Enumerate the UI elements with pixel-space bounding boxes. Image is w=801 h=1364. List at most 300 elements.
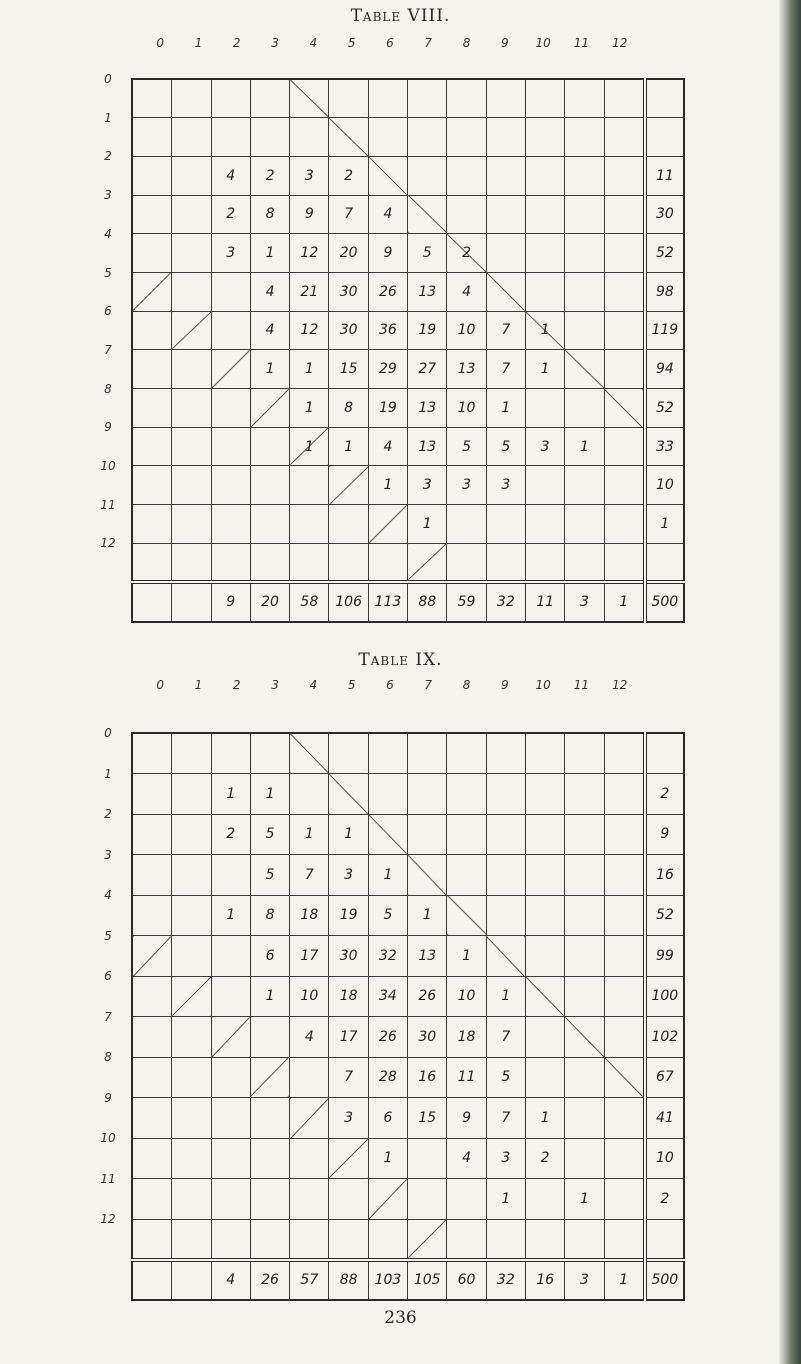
table-cell <box>211 505 250 544</box>
row-total-cell <box>645 1219 684 1260</box>
table-cell: 30 <box>408 1017 447 1058</box>
table-cell <box>565 543 604 582</box>
table-cell <box>604 79 645 118</box>
table-cell: 113 <box>368 582 407 622</box>
table-row <box>132 272 684 311</box>
table-cell: 4 <box>368 195 407 234</box>
table-cell: 4 <box>368 427 407 466</box>
column-header: 7 <box>424 36 433 50</box>
table-cell <box>565 1138 604 1179</box>
row-header: 4 <box>104 226 112 241</box>
table-cell: 9 <box>211 582 250 622</box>
table-cell <box>329 505 368 544</box>
table-cell <box>604 895 645 936</box>
table-row <box>132 1098 684 1139</box>
table-cell <box>408 1219 447 1260</box>
table-cell: 1 <box>211 895 250 936</box>
table-cell <box>604 733 645 774</box>
table-cell <box>132 1260 172 1300</box>
table-cell: 32 <box>368 936 407 977</box>
table-cell: 7 <box>486 350 525 389</box>
table-cell <box>172 936 211 977</box>
table-cell <box>525 272 564 311</box>
table-cell <box>290 1138 329 1179</box>
table-cell <box>132 389 172 428</box>
table-cell: 10 <box>447 976 486 1017</box>
table-cell <box>604 1057 645 1098</box>
table-cell: 5 <box>447 427 486 466</box>
table-cell <box>172 350 211 389</box>
column-header: 0 <box>156 36 164 50</box>
table-cell: 13 <box>408 272 447 311</box>
table-cell: 1 <box>408 505 447 544</box>
table-cell: 10 <box>290 976 329 1017</box>
table-cell <box>368 1219 407 1260</box>
table-row <box>132 895 684 936</box>
row-header: 11 <box>100 1171 116 1186</box>
table-cell <box>329 733 368 774</box>
table-cell <box>604 1017 645 1058</box>
table-cell <box>565 855 604 896</box>
column-header: 6 <box>386 36 394 50</box>
column-header: 5 <box>347 678 356 692</box>
table-cell <box>329 543 368 582</box>
table-cell <box>132 272 172 311</box>
table-cell: 1 <box>565 1179 604 1220</box>
table-row <box>132 79 684 118</box>
table-cell: 1 <box>368 466 407 505</box>
table-cell: 5 <box>250 814 289 855</box>
table-cell <box>604 195 645 234</box>
table-cell <box>172 389 211 428</box>
table-cell <box>329 118 368 157</box>
table-cell: 2 <box>447 234 486 273</box>
table-cell <box>329 1179 368 1220</box>
row-total-cell: 10 <box>645 1138 684 1179</box>
table-cell <box>211 1057 250 1098</box>
table-cell <box>250 543 289 582</box>
table-row <box>132 976 684 1017</box>
table-cell: 26 <box>250 1260 289 1300</box>
row-total-cell: 11 <box>645 156 684 195</box>
table-cell <box>525 1219 564 1260</box>
row-header: 7 <box>104 342 112 357</box>
column-header: 11 <box>573 36 590 50</box>
table-cell: 5 <box>250 855 289 896</box>
table-row <box>132 505 684 544</box>
column-header: 4 <box>309 36 318 50</box>
table-cell <box>525 733 564 774</box>
table-cell <box>565 1017 604 1058</box>
table-cell: 1 <box>250 234 289 273</box>
table-cell <box>486 895 525 936</box>
table-row <box>132 234 684 273</box>
row-total-cell: 119 <box>645 311 684 350</box>
table-cell: 8 <box>250 195 289 234</box>
table-cell <box>172 1057 211 1098</box>
table-cell <box>447 855 486 896</box>
table-cell: 1 <box>486 976 525 1017</box>
table-cell <box>486 1219 525 1260</box>
table-cell: 13 <box>408 389 447 428</box>
row-header: 6 <box>104 969 112 983</box>
table-cell <box>290 118 329 157</box>
table-cell <box>368 774 407 815</box>
column-header: 2 <box>232 36 241 50</box>
table-row <box>132 1179 684 1220</box>
table-cell: 2 <box>211 195 250 234</box>
table-cell: 10 <box>447 389 486 428</box>
table-row <box>132 774 684 815</box>
table-cell: 12 <box>290 234 329 273</box>
table-cell <box>604 427 645 466</box>
row-total-cell: 98 <box>645 272 684 311</box>
table-8-column-headers <box>0 36 801 56</box>
table-row <box>132 855 684 896</box>
table-cell <box>132 118 172 157</box>
table-cell: 19 <box>368 389 407 428</box>
table-cell <box>565 311 604 350</box>
table-cell <box>565 234 604 273</box>
table-cell: 16 <box>525 1260 564 1300</box>
table-cell: 7 <box>290 855 329 896</box>
table-9-title: Table IX. <box>358 650 443 670</box>
table-cell: 21 <box>290 272 329 311</box>
table-cell <box>211 543 250 582</box>
row-total-cell: 30 <box>645 195 684 234</box>
table-row <box>132 1057 684 1098</box>
table-cell <box>604 311 645 350</box>
table-cell <box>211 1017 250 1058</box>
table-cell <box>368 543 407 582</box>
table-cell <box>172 195 211 234</box>
row-header: 2 <box>104 807 112 821</box>
table-cell <box>447 733 486 774</box>
table-cell <box>211 272 250 311</box>
table-cell <box>486 505 525 544</box>
table-cell <box>368 733 407 774</box>
row-total-cell: 9 <box>645 814 684 855</box>
table-cell: 18 <box>290 895 329 936</box>
row-header: 5 <box>104 265 112 280</box>
totals-row <box>132 1260 684 1300</box>
row-header: 11 <box>100 497 116 512</box>
table-cell <box>172 427 211 466</box>
row-total-cell: 33 <box>645 427 684 466</box>
table-cell <box>408 118 447 157</box>
column-header: 0 <box>156 678 164 692</box>
table-cell <box>604 814 645 855</box>
table-cell <box>211 1138 250 1179</box>
row-header: 1 <box>104 766 112 781</box>
table-cell <box>250 389 289 428</box>
table-cell: 7 <box>329 195 368 234</box>
column-header: 3 <box>271 36 279 50</box>
table-cell: 15 <box>408 1098 447 1139</box>
table-cell: 13 <box>408 936 447 977</box>
table-cell <box>172 1098 211 1139</box>
row-header: 3 <box>104 847 112 862</box>
table-row <box>132 156 684 195</box>
table-cell: 7 <box>486 311 525 350</box>
table-cell <box>604 466 645 505</box>
table-cell <box>132 1017 172 1058</box>
table-cell: 103 <box>368 1260 407 1300</box>
table-cell <box>250 427 289 466</box>
table-cell <box>329 466 368 505</box>
table-cell <box>604 855 645 896</box>
table-cell <box>447 79 486 118</box>
table-cell <box>408 79 447 118</box>
table-cell: 30 <box>329 311 368 350</box>
table-cell <box>172 543 211 582</box>
table-cell <box>290 79 329 118</box>
row-header: 6 <box>104 304 112 319</box>
table-row <box>132 733 684 774</box>
column-header: 10 <box>535 36 551 50</box>
table-cell <box>447 895 486 936</box>
table-cell <box>447 543 486 582</box>
table-cell: 17 <box>290 936 329 977</box>
column-header: 1 <box>194 678 203 692</box>
table-cell: 3 <box>211 234 250 273</box>
column-header: 3 <box>271 678 279 692</box>
table-cell: 5 <box>368 895 407 936</box>
table-cell <box>525 855 564 896</box>
table-cell: 18 <box>329 976 368 1017</box>
table-cell <box>565 466 604 505</box>
table-cell: 3 <box>486 1138 525 1179</box>
table-cell: 5 <box>486 1057 525 1098</box>
table-cell: 88 <box>408 582 447 622</box>
table-cell <box>211 389 250 428</box>
table-cell <box>290 466 329 505</box>
table-cell <box>132 156 172 195</box>
table-8 <box>131 78 685 623</box>
table-cell <box>486 195 525 234</box>
table-cell <box>132 505 172 544</box>
table-cell: 1 <box>525 311 564 350</box>
table-cell <box>172 1219 211 1260</box>
table-cell: 1 <box>250 350 289 389</box>
column-header: 9 <box>501 36 509 50</box>
table-cell <box>172 118 211 157</box>
grand-total-cell: 500 <box>645 1260 684 1300</box>
table-cell <box>604 1219 645 1260</box>
table-cell <box>525 195 564 234</box>
row-header: 4 <box>104 888 112 902</box>
table-cell: 12 <box>290 311 329 350</box>
table-cell: 9 <box>447 1098 486 1139</box>
row-total-cell <box>645 79 684 118</box>
table-cell: 1 <box>329 427 368 466</box>
table-cell <box>250 1098 289 1139</box>
table-cell: 9 <box>368 234 407 273</box>
table-cell: 3 <box>565 1260 604 1300</box>
table-cell: 27 <box>408 350 447 389</box>
row-total-cell <box>645 733 684 774</box>
column-header: 5 <box>347 36 356 50</box>
table-cell <box>486 855 525 896</box>
table-cell: 1 <box>290 814 329 855</box>
table-cell: 13 <box>447 350 486 389</box>
table-cell <box>211 1098 250 1139</box>
table-cell: 32 <box>486 1260 525 1300</box>
table-cell <box>604 505 645 544</box>
row-header: 10 <box>100 1131 116 1145</box>
table-cell <box>565 389 604 428</box>
table-cell <box>447 505 486 544</box>
table-cell <box>132 195 172 234</box>
table-cell <box>211 350 250 389</box>
page-number: 236 <box>384 1308 417 1328</box>
table-cell: 2 <box>525 1138 564 1179</box>
table-cell: 7 <box>329 1057 368 1098</box>
table-cell: 6 <box>250 936 289 977</box>
table-cell: 3 <box>525 427 564 466</box>
column-header: 4 <box>309 678 318 692</box>
table-cell: 6 <box>368 1098 407 1139</box>
table-cell <box>408 733 447 774</box>
table-cell <box>250 733 289 774</box>
table-cell <box>250 1179 289 1220</box>
table-cell: 1 <box>211 774 250 815</box>
table-cell <box>211 118 250 157</box>
table-cell <box>408 195 447 234</box>
table-cell <box>211 976 250 1017</box>
row-total-cell: 99 <box>645 936 684 977</box>
table-cell <box>565 1098 604 1139</box>
table-cell <box>132 427 172 466</box>
table-cell <box>525 895 564 936</box>
table-cell <box>290 1219 329 1260</box>
table-cell: 4 <box>447 1138 486 1179</box>
row-total-cell: 52 <box>645 234 684 273</box>
table-cell: 7 <box>486 1098 525 1139</box>
table-cell: 9 <box>290 195 329 234</box>
table-cell <box>211 936 250 977</box>
table-cell: 18 <box>447 1017 486 1058</box>
table-cell <box>408 855 447 896</box>
table-8-title: Table VIII. <box>350 6 451 26</box>
table-cell: 1 <box>290 389 329 428</box>
table-cell <box>250 79 289 118</box>
table-cell: 4 <box>211 156 250 195</box>
table-cell <box>486 733 525 774</box>
table-cell <box>211 855 250 896</box>
totals-row <box>132 582 684 622</box>
table-cell <box>132 350 172 389</box>
row-header: 0 <box>104 72 112 86</box>
table-cell: 7 <box>486 1017 525 1058</box>
table-cell <box>408 814 447 855</box>
table-cell <box>172 272 211 311</box>
table-cell: 26 <box>368 272 407 311</box>
column-header: 8 <box>462 36 471 50</box>
table-cell <box>132 814 172 855</box>
table-cell <box>172 774 211 815</box>
table-cell <box>604 389 645 428</box>
table-cell: 13 <box>408 427 447 466</box>
table-cell <box>250 1219 289 1260</box>
table-cell: 19 <box>329 895 368 936</box>
table-cell: 3 <box>329 855 368 896</box>
table-cell: 11 <box>447 1057 486 1098</box>
table-cell <box>368 118 407 157</box>
table-cell: 2 <box>250 156 289 195</box>
table-cell: 1 <box>368 855 407 896</box>
table-cell <box>604 774 645 815</box>
table-cell <box>211 427 250 466</box>
column-header: 11 <box>573 678 590 692</box>
table-row <box>132 543 684 582</box>
row-total-cell: 1 <box>645 505 684 544</box>
table-cell: 57 <box>290 1260 329 1300</box>
table-cell <box>486 156 525 195</box>
row-header: 8 <box>104 1050 112 1064</box>
table-cell <box>290 1098 329 1139</box>
table-row <box>132 814 684 855</box>
table-cell <box>565 1057 604 1098</box>
table-cell <box>132 543 172 582</box>
table-cell <box>486 936 525 977</box>
table-row <box>132 1138 684 1179</box>
table-cell: 58 <box>290 582 329 622</box>
row-total-cell: 94 <box>645 350 684 389</box>
table-cell <box>525 389 564 428</box>
table-cell: 30 <box>329 936 368 977</box>
table-cell <box>368 505 407 544</box>
table-cell: 3 <box>486 466 525 505</box>
table-cell <box>408 543 447 582</box>
table-cell: 10 <box>447 311 486 350</box>
table-cell <box>368 156 407 195</box>
table-cell <box>172 505 211 544</box>
table-cell: 1 <box>525 1098 564 1139</box>
table-cell <box>211 466 250 505</box>
row-total-cell: 52 <box>645 389 684 428</box>
table-cell <box>604 1179 645 1220</box>
table-cell: 29 <box>368 350 407 389</box>
table-cell <box>447 156 486 195</box>
table-cell <box>565 814 604 855</box>
table-cell <box>329 1219 368 1260</box>
table-cell: 20 <box>329 234 368 273</box>
table-cell <box>565 733 604 774</box>
table-cell <box>250 466 289 505</box>
row-header: 3 <box>104 188 112 203</box>
table-cell <box>132 1098 172 1139</box>
row-header: 1 <box>104 110 112 125</box>
grand-total-cell: 500 <box>645 582 684 622</box>
table-cell <box>447 1219 486 1260</box>
row-total-cell <box>645 118 684 157</box>
table-cell: 1 <box>250 774 289 815</box>
table-9 <box>131 732 685 1301</box>
table-cell <box>447 774 486 815</box>
table-cell <box>132 1219 172 1260</box>
table-cell <box>525 1179 564 1220</box>
table-cell: 2 <box>211 814 250 855</box>
table-cell <box>172 234 211 273</box>
table-cell: 105 <box>408 1260 447 1300</box>
table-cell <box>132 79 172 118</box>
table-cell <box>486 118 525 157</box>
row-total-cell: 2 <box>645 774 684 815</box>
row-total-cell: 67 <box>645 1057 684 1098</box>
table-cell: 4 <box>447 272 486 311</box>
row-total-cell: 41 <box>645 1098 684 1139</box>
